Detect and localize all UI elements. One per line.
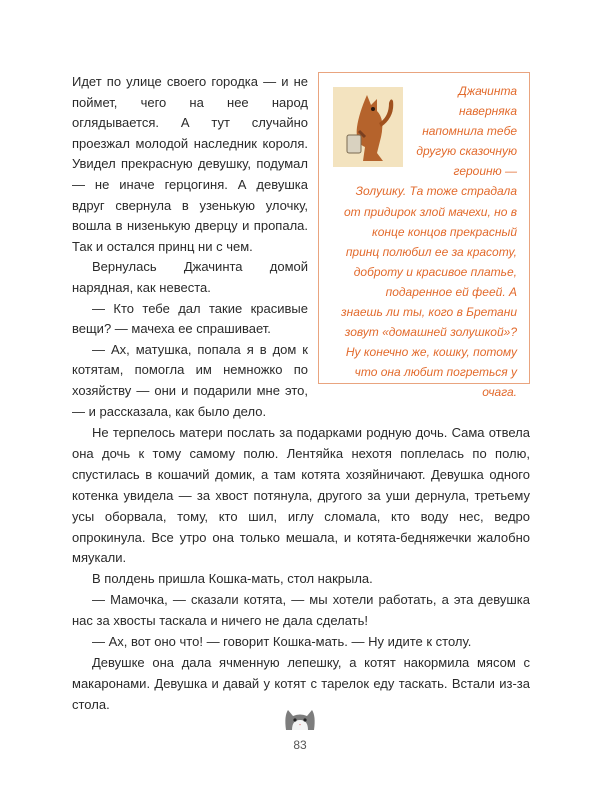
main-text-column: [72, 72, 308, 422]
paragraph: — Мамочка, — сказали котята, — мы хотели работать, а эта девушка нас за хвосты таскала и ничего не дала сделать!: [72, 592, 530, 629]
paragraph: Вернулась Джачинта домой нарядная, как невеста.: [72, 259, 308, 295]
paragraph: В полдень пришла Кошка-мать, стол накрыла.: [92, 571, 373, 587]
full-width-text: [72, 423, 530, 716]
sidebar-text: [341, 81, 517, 403]
paragraph: Не терпелось матери послать за подарками родную дочь. Сама отвела она дочь к тому самому полю. Лентяйка нехотя поплелась по полю, спустилась в кошачий домик, а там котята хозяйничают. Девушка одного котенка увидела — за хвост потянула, другого за уши дернула, третьему усы оборвала, тому, кто шил, иглу сломала, кто воду нес, ведро опрокинула. Все утро она только мешала, и котята-бедняжечки жалобно мяукали.: [72, 425, 530, 566]
paragraph: Девушке она дала ячменную лепешку, а котят накормила мясом с макаронами. Девушка и давай у котят с тарелок еду таскать. Встали из-за стола.: [72, 654, 530, 712]
sidebar-body: Джачинта наверняка напомнила тебе другую сказочную героиню — Золушку. Та тоже страдала от придирок злой мачехи, но в конце концов прекрасный принц полюбил ее за красоту, доброту и красивое платье, подаренное ей феей. А знаешь ли ты, кого в Бретани зовут «домашней золушкой»? Ну конечно же, кошку, потому что она любит погреться у очага.: [341, 84, 517, 400]
cat-face-icon: [280, 704, 320, 734]
paragraph: — Ах, матушка, попала я в дом к котятам, помогла им немножко по хозяйству — они и подарили мне это, — и рассказала, как было дело.: [72, 341, 308, 419]
paragraph: — Кто тебе дал такие красивые вещи? — мачеха ее спрашивает.: [72, 300, 308, 337]
page-number: 83: [293, 738, 307, 752]
paragraph: Идет по улице своего городка — и не поймет, чего на нее народ оглядывается. А тут случайно проезжал молодой наследник короля. Увидел прекрасную девушку, подумал — не иначе герцогиня. А девушка вдруг свернула в узенькую улочку, вошла в низенькую дверцу и пропала. Так и остался принц ни с чем.: [72, 74, 308, 254]
paragraph: — Ах, вот оно что! — говорит Кошка-мать. — Ну идите к столу.: [92, 634, 472, 650]
page-footer: [270, 704, 330, 756]
sidebar-note: [318, 72, 530, 400]
